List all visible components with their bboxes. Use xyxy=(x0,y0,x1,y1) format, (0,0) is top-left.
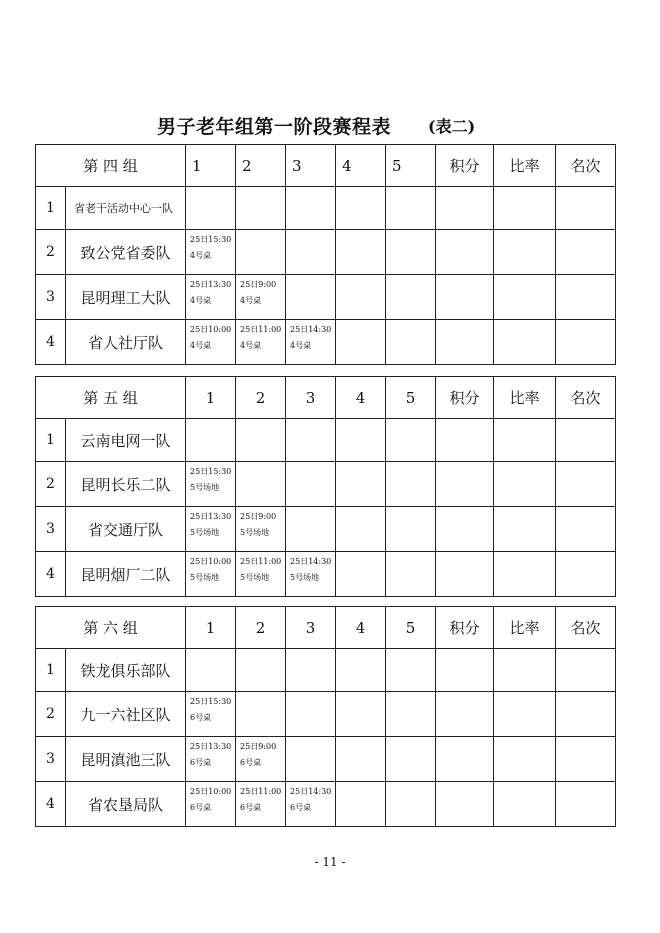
table-cell xyxy=(494,737,556,782)
table-cell xyxy=(236,419,286,462)
match-schedule xyxy=(236,275,286,320)
match-schedule xyxy=(186,552,236,597)
column-header: 2 xyxy=(236,145,286,187)
column-header: 比率 xyxy=(494,377,556,419)
match-schedule xyxy=(236,320,286,365)
match-time: 25日15:30 xyxy=(190,467,232,476)
table-cell xyxy=(436,462,494,507)
match-time: 25日13:30 xyxy=(190,742,232,751)
column-header: 积分 xyxy=(436,145,494,187)
table-row xyxy=(36,552,616,597)
team-name: 致公党省委队 xyxy=(66,230,186,275)
page-title: 男子老年组第一阶段赛程表 xyxy=(157,116,392,138)
team-name: 铁龙俱乐部队 xyxy=(66,649,186,692)
column-header: 5 xyxy=(386,145,436,187)
table-row xyxy=(36,692,616,737)
table-cell xyxy=(236,187,286,230)
match-time: 25日10:00 xyxy=(190,325,232,334)
match-schedule xyxy=(286,320,336,365)
match-time: 25日11:00 xyxy=(240,557,282,566)
table-cell xyxy=(556,320,616,365)
match-time: 25日15:30 xyxy=(190,235,232,244)
match-time: 25日15:30 xyxy=(190,697,232,706)
match-schedule xyxy=(286,552,336,597)
table-cell xyxy=(436,507,494,552)
table-cell xyxy=(386,552,436,597)
group-table xyxy=(35,606,616,827)
match-time: 25日10:00 xyxy=(190,557,232,566)
column-header: 1 xyxy=(186,607,236,649)
table-cell xyxy=(436,230,494,275)
table-cell xyxy=(336,507,386,552)
team-index: 4 xyxy=(36,782,66,827)
team-index: 4 xyxy=(36,320,66,365)
table-cell xyxy=(494,649,556,692)
table-row xyxy=(36,275,616,320)
match-venue: 4号桌 xyxy=(190,341,212,350)
group-name: 第 四 组 xyxy=(36,145,186,187)
title-row xyxy=(0,112,660,142)
table-cell xyxy=(436,552,494,597)
table-cell xyxy=(236,230,286,275)
column-header: 名次 xyxy=(556,145,616,187)
team-name: 云南电网一队 xyxy=(66,419,186,462)
match-schedule xyxy=(186,782,236,827)
table-cell xyxy=(436,187,494,230)
table-cell xyxy=(386,782,436,827)
table-row xyxy=(36,737,616,782)
table-cell xyxy=(386,737,436,782)
table-row xyxy=(36,419,616,462)
table-cell xyxy=(556,649,616,692)
table-row xyxy=(36,462,616,507)
match-schedule xyxy=(236,782,286,827)
match-venue: 4号桌 xyxy=(240,341,262,350)
table-row xyxy=(36,187,616,230)
column-header: 比率 xyxy=(494,145,556,187)
table-cell xyxy=(556,552,616,597)
table-cell xyxy=(556,462,616,507)
table-cell xyxy=(556,782,616,827)
table-cell xyxy=(286,462,336,507)
table-cell xyxy=(286,737,336,782)
match-venue: 5号场地 xyxy=(190,528,220,537)
match-time: 25日13:30 xyxy=(190,512,232,521)
team-name: 昆明长乐二队 xyxy=(66,462,186,507)
team-index: 3 xyxy=(36,737,66,782)
table-cell xyxy=(436,692,494,737)
table-cell xyxy=(236,692,286,737)
table-row xyxy=(36,320,616,365)
table-cell xyxy=(386,692,436,737)
table-cell xyxy=(336,782,386,827)
table-cell xyxy=(494,692,556,737)
column-header: 5 xyxy=(386,377,436,419)
match-venue: 4号桌 xyxy=(290,341,312,350)
team-index: 1 xyxy=(36,419,66,462)
column-header: 比率 xyxy=(494,607,556,649)
table-cell xyxy=(494,552,556,597)
match-time: 25日11:00 xyxy=(240,787,282,796)
table-row xyxy=(36,507,616,552)
match-schedule xyxy=(236,737,286,782)
table-header-row xyxy=(36,377,616,419)
match-venue: 5号场地 xyxy=(190,483,220,492)
table-cell xyxy=(494,320,556,365)
table-cell xyxy=(436,320,494,365)
match-venue: 6号桌 xyxy=(190,713,212,722)
team-index: 2 xyxy=(36,230,66,275)
table-cell xyxy=(336,737,386,782)
table-cell xyxy=(336,320,386,365)
team-name: 省交通厅队 xyxy=(66,507,186,552)
table-cell xyxy=(386,187,436,230)
team-name: 昆明理工大队 xyxy=(66,275,186,320)
table-cell xyxy=(186,187,236,230)
table-cell xyxy=(556,419,616,462)
table-cell xyxy=(494,187,556,230)
table-cell xyxy=(436,275,494,320)
match-schedule xyxy=(186,507,236,552)
table-cell xyxy=(436,419,494,462)
table-cell xyxy=(556,187,616,230)
table-cell xyxy=(186,649,236,692)
match-schedule xyxy=(286,782,336,827)
match-time: 25日9:00 xyxy=(240,512,277,521)
match-schedule xyxy=(186,320,236,365)
match-time: 25日14:30 xyxy=(290,787,332,796)
match-time: 25日14:30 xyxy=(290,325,332,334)
table-cell xyxy=(286,419,336,462)
table-cell xyxy=(436,737,494,782)
table-cell xyxy=(386,230,436,275)
table-row xyxy=(36,782,616,827)
table-cell xyxy=(494,230,556,275)
table-cell xyxy=(386,275,436,320)
table-cell xyxy=(236,649,286,692)
column-header: 名次 xyxy=(556,377,616,419)
table-cell xyxy=(236,462,286,507)
table-cell xyxy=(386,320,436,365)
team-index: 2 xyxy=(36,462,66,507)
table-header-row xyxy=(36,145,616,187)
table-cell xyxy=(556,230,616,275)
column-header: 3 xyxy=(286,607,336,649)
table-cell xyxy=(336,462,386,507)
table-cell xyxy=(336,275,386,320)
table-number: (表二) xyxy=(428,117,476,136)
match-schedule xyxy=(236,552,286,597)
column-header: 4 xyxy=(336,607,386,649)
match-schedule xyxy=(186,692,236,737)
match-schedule xyxy=(186,230,236,275)
team-name: 昆明烟厂二队 xyxy=(66,552,186,597)
match-schedule xyxy=(236,507,286,552)
group-table xyxy=(35,144,616,365)
table-cell xyxy=(386,419,436,462)
table-cell xyxy=(386,649,436,692)
match-venue: 6号桌 xyxy=(240,758,262,767)
table-row xyxy=(36,649,616,692)
match-schedule xyxy=(186,737,236,782)
match-venue: 6号桌 xyxy=(190,803,212,812)
table-cell xyxy=(436,782,494,827)
column-header: 2 xyxy=(236,607,286,649)
column-header: 积分 xyxy=(436,607,494,649)
table-cell xyxy=(186,419,236,462)
table-cell xyxy=(286,230,336,275)
table-cell xyxy=(286,692,336,737)
table-cell xyxy=(494,462,556,507)
table-cell xyxy=(386,507,436,552)
match-schedule xyxy=(186,275,236,320)
match-venue: 5号场地 xyxy=(240,573,270,582)
table-cell xyxy=(436,649,494,692)
column-header: 5 xyxy=(386,607,436,649)
column-header: 4 xyxy=(336,377,386,419)
match-time: 25日9:00 xyxy=(240,280,277,289)
column-header: 1 xyxy=(186,145,236,187)
team-index: 2 xyxy=(36,692,66,737)
table-cell xyxy=(556,275,616,320)
match-venue: 6号桌 xyxy=(240,803,262,812)
match-time: 25日13:30 xyxy=(190,280,232,289)
table-cell xyxy=(494,275,556,320)
table-cell xyxy=(336,552,386,597)
match-venue: 4号桌 xyxy=(240,296,262,305)
group-table xyxy=(35,376,616,597)
table-cell xyxy=(286,649,336,692)
team-name: 省人社厅队 xyxy=(66,320,186,365)
table-cell xyxy=(336,419,386,462)
table-header-row xyxy=(36,607,616,649)
match-time: 25日10:00 xyxy=(190,787,232,796)
match-venue: 6号桌 xyxy=(190,758,212,767)
table-cell xyxy=(286,275,336,320)
table-cell xyxy=(336,649,386,692)
team-name: 昆明滇池三队 xyxy=(66,737,186,782)
group-name: 第 六 组 xyxy=(36,607,186,649)
column-header: 1 xyxy=(186,377,236,419)
table-cell xyxy=(494,782,556,827)
group-name: 第 五 组 xyxy=(36,377,186,419)
table-cell xyxy=(386,462,436,507)
table-cell xyxy=(336,692,386,737)
column-header: 3 xyxy=(286,145,336,187)
table-cell xyxy=(556,692,616,737)
table-cell xyxy=(336,187,386,230)
table-cell xyxy=(336,230,386,275)
column-header: 3 xyxy=(286,377,336,419)
match-venue: 4号桌 xyxy=(190,251,212,260)
table-cell xyxy=(494,419,556,462)
match-venue: 6号桌 xyxy=(290,803,312,812)
match-time: 25日14:30 xyxy=(290,557,332,566)
team-index: 4 xyxy=(36,552,66,597)
column-header: 积分 xyxy=(436,377,494,419)
match-schedule xyxy=(186,462,236,507)
column-header: 名次 xyxy=(556,607,616,649)
match-time: 25日9:00 xyxy=(240,742,277,751)
team-name: 九一六社区队 xyxy=(66,692,186,737)
team-name: 省农垦局队 xyxy=(66,782,186,827)
column-header: 2 xyxy=(236,377,286,419)
table-cell xyxy=(286,507,336,552)
match-venue: 5号场地 xyxy=(190,573,220,582)
page-number: - 11 - xyxy=(314,855,346,869)
team-index: 3 xyxy=(36,507,66,552)
team-index: 1 xyxy=(36,649,66,692)
team-index: 3 xyxy=(36,275,66,320)
table-cell xyxy=(286,187,336,230)
column-header: 4 xyxy=(336,145,386,187)
table-row xyxy=(36,230,616,275)
match-venue: 5号场地 xyxy=(290,573,320,582)
match-venue: 4号桌 xyxy=(190,296,212,305)
table-cell xyxy=(556,737,616,782)
match-time: 25日11:00 xyxy=(240,325,282,334)
team-name: 省老干活动中心一队 xyxy=(66,187,186,230)
table-cell xyxy=(556,507,616,552)
team-index: 1 xyxy=(36,187,66,230)
match-venue: 5号场地 xyxy=(240,528,270,537)
table-cell xyxy=(494,507,556,552)
